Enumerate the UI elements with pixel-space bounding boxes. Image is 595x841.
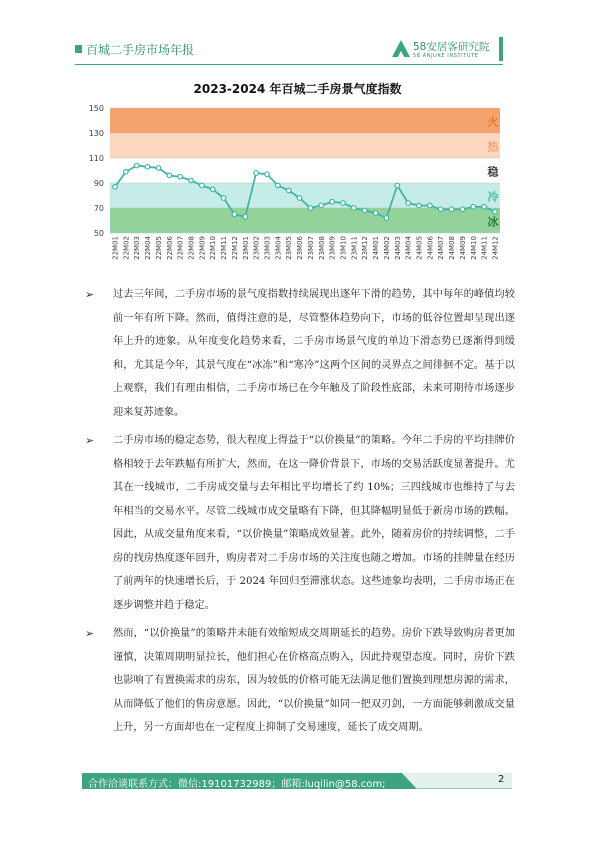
- data-point: [178, 174, 183, 179]
- data-point: [493, 209, 498, 214]
- data-point: [341, 201, 346, 206]
- x-tick-label: 24M07: [437, 236, 446, 260]
- x-tick-label: 23M10: [339, 236, 348, 260]
- x-tick-label: 23M02: [252, 236, 261, 260]
- header-marker: [75, 45, 82, 53]
- body-text: [85, 283, 515, 745]
- zone-band: [110, 108, 500, 133]
- x-tick-label: 23M04: [274, 236, 283, 260]
- page-number: 2: [498, 774, 505, 785]
- zone-band: [110, 158, 500, 183]
- logo-icon: [391, 39, 411, 59]
- data-point: [428, 203, 433, 208]
- data-point: [200, 183, 205, 188]
- data-point: [319, 203, 324, 208]
- data-point: [124, 169, 129, 174]
- x-tick-label: 23M07: [306, 236, 315, 260]
- x-tick-label: 24M09: [458, 236, 467, 260]
- data-point: [265, 172, 270, 177]
- x-tick-label: 23M05: [285, 236, 294, 260]
- sentiment-index-chart: [80, 96, 510, 271]
- data-point: [438, 207, 443, 212]
- data-point: [286, 188, 291, 193]
- paragraph-3: [85, 622, 515, 740]
- x-tick-label: 24M06: [426, 236, 435, 260]
- zone-label: 稳: [487, 165, 499, 179]
- chart-title: 2023-2024 年百城二手房景气度指数: [193, 82, 402, 96]
- y-tick-label: 130: [88, 129, 104, 138]
- paragraph-1: [85, 283, 515, 424]
- data-point: [145, 164, 150, 169]
- data-point: [482, 204, 487, 209]
- x-tick-label: 22M11: [220, 236, 229, 260]
- x-tick-label: 24M12: [491, 236, 500, 260]
- data-point: [460, 207, 465, 212]
- data-point: [362, 208, 367, 213]
- data-point: [254, 171, 259, 176]
- paragraph-text: 过去三年间，二手房市场的景气度指数持续展现出逐年下滑的趋势，其中每年的峰值均较前一年有所下降。然而，值得注意的是，尽管整体趋势向下，市场的低谷位置却呈现出逐年上升的迹象。从年度变化趋势来看，二手房市场景气度的单边下滑态势已逐渐得到缓和，尤其是今年，其景气度在“冰冻”和“寒冷”这两个区间的灵界点之间徘徊不定。基于以上观察，我们有理由相信，二手房市场已在今年触及了阶段性底部，未来可期待市场逐步迎来复苏迹象。: [113, 289, 515, 418]
- data-point: [308, 206, 313, 211]
- x-tick-label: 22M05: [154, 236, 163, 260]
- x-tick-label: 22M12: [230, 236, 239, 260]
- y-tick-label: 50: [93, 229, 104, 238]
- x-tick-label: 22M09: [198, 236, 207, 260]
- x-tick-label: 22M06: [165, 236, 174, 260]
- x-tick-label: 23M06: [296, 236, 305, 260]
- zone-label: 冰: [487, 215, 499, 229]
- footer-contact: 合作洽谈联系方式：微信:19101732989；邮箱:luqilin@58.com;: [88, 779, 386, 790]
- data-point: [330, 199, 335, 204]
- data-point: [156, 166, 161, 171]
- paragraph-2: [85, 429, 515, 617]
- bullet-arrow-icon: ➢: [85, 288, 95, 301]
- report-header-title: 百城二手房市场年报: [86, 43, 195, 57]
- logo-subtitle: 58 ANJUKE INSTITUTE: [413, 53, 479, 59]
- data-point: [167, 173, 172, 178]
- data-point: [210, 187, 215, 192]
- data-point: [417, 203, 422, 208]
- x-tick-label: 22M08: [187, 236, 196, 260]
- header-accent-bar: [499, 37, 503, 61]
- zone-label: 火: [487, 115, 499, 129]
- x-tick-label: 23M03: [263, 236, 272, 260]
- x-tick-label: 23M01: [241, 236, 250, 260]
- zone-band: [110, 183, 500, 208]
- data-point: [471, 204, 476, 209]
- x-tick-label: 22M01: [111, 236, 120, 260]
- x-tick-label: 22M04: [144, 236, 153, 260]
- x-tick-label: 23M09: [328, 236, 337, 260]
- x-tick-label: 24M03: [393, 236, 402, 260]
- y-tick-label: 70: [93, 204, 104, 213]
- zone-label: 冷: [487, 190, 499, 204]
- y-tick-label: 110: [88, 154, 104, 163]
- x-tick-label: 23M08: [317, 235, 326, 260]
- x-tick-label: 22M03: [133, 236, 142, 260]
- data-point: [406, 201, 411, 206]
- x-tick-label: 22M02: [122, 236, 131, 260]
- zone-band: [110, 133, 500, 158]
- bullet-arrow-icon: ➢: [85, 627, 95, 640]
- data-point: [352, 206, 357, 211]
- x-tick-label: 23M11: [350, 236, 359, 260]
- logo: [391, 37, 506, 65]
- data-point: [243, 214, 248, 219]
- data-point: [384, 216, 389, 221]
- data-point: [373, 211, 378, 216]
- x-tick-label: 24M10: [469, 236, 478, 260]
- data-point: [449, 207, 454, 212]
- x-tick-label: 24M01: [372, 236, 381, 260]
- x-tick-label: 22M10: [209, 236, 218, 260]
- data-point: [276, 183, 281, 188]
- paragraph-text: 然而，“以价换量”的策略并未能有效缩短成交周期延长的趋势。房价下跌导致购房者更加谨慎，决策周期明显拉长，他们担心在价格高点购入，因此持观望态度。同时，房价下跌也影响了有置换需求的房东，因为较低的价格可能无法满足他们置换到理想房源的需求，从而降低了他们的售房意愿。因此，“以价换量”如同一把双刃剑，一方面能够刺激成交量上升，另一方面却也在一定程度上抑制了交易速度，延长了成交周期。: [113, 628, 515, 733]
- x-tick-label: 23M12: [361, 236, 370, 260]
- x-tick-label: 24M04: [404, 236, 413, 260]
- data-point: [232, 212, 237, 217]
- data-point: [134, 163, 139, 168]
- data-point: [113, 184, 118, 189]
- data-point: [221, 196, 226, 201]
- y-tick-label: 150: [88, 104, 104, 113]
- x-tick-label: 24M02: [382, 236, 391, 260]
- zone-label: 热: [487, 140, 499, 154]
- logo-text: 58安居客研究院: [413, 41, 490, 53]
- x-tick-label: 24M05: [415, 236, 424, 260]
- header-divider: [75, 64, 503, 65]
- x-tick-label: 24M08: [448, 236, 457, 260]
- paragraph-text: 二手房市场的稳定态势，很大程度上得益于“以价换量”的策略。今年二手房的平均挂牌价格相较于去年跌幅有所扩大，然而，在这一降价背景下，市场的交易活跃度显著提升。尤其在一线城市，二手房成交量与去年相比平均增长了约 10%；三四线城市也维持了与去年相当的交易水平。尽管二线城市成交量略有下降，但其降幅明显低于新房市场的跌幅。因此，从成交量角度来看，“以价换量”策略成效显著。此外，随着房价的持续调整，二手房的找房热度逐年回升，购房者对二手房市场的关注度也随之增加。市场的挂牌量在经历了前两年的快速增长后，于 2024 年回归至滞涨状态。这些迹象均表明，二手房市场正在逐步调整并趋于稳定。: [113, 435, 515, 611]
- x-tick-label: 22M07: [176, 236, 185, 260]
- data-point: [297, 196, 302, 201]
- y-tick-label: 90: [93, 179, 104, 188]
- data-point: [189, 178, 194, 183]
- x-tick-label: 24M11: [480, 236, 489, 260]
- data-point: [395, 183, 400, 188]
- bullet-arrow-icon: ➢: [85, 434, 95, 447]
